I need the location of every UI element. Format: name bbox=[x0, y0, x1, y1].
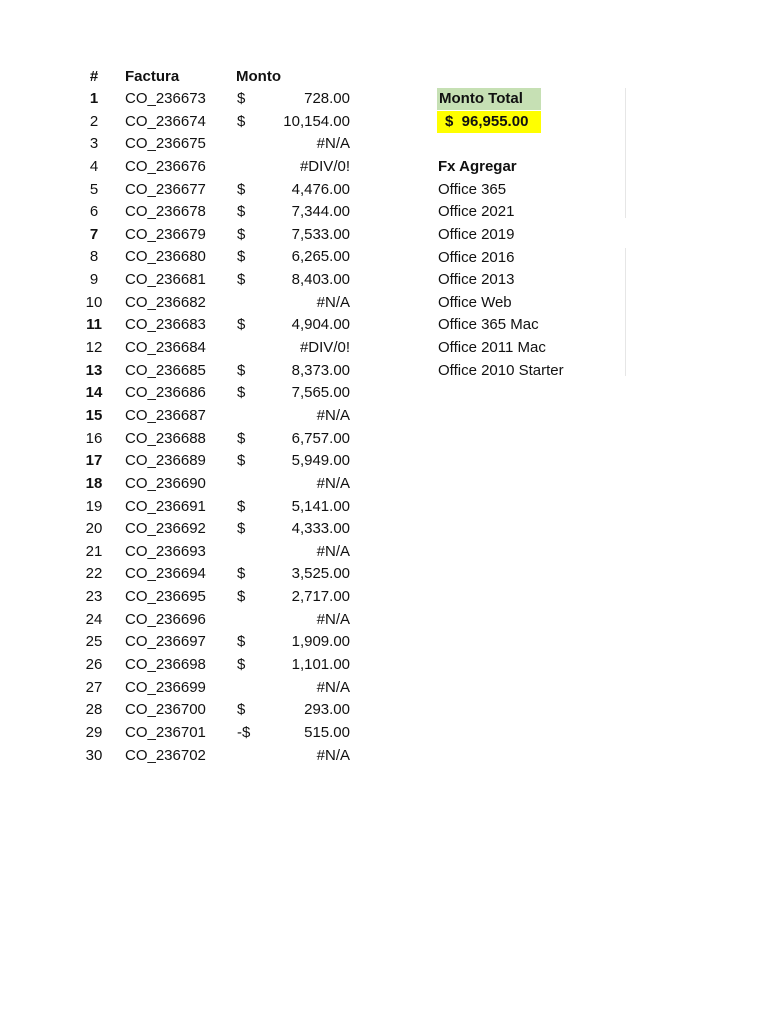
invoice-amount: 515.00 bbox=[304, 723, 350, 741]
row-number: 8 bbox=[89, 248, 99, 266]
row-number: 11 bbox=[86, 316, 102, 334]
invoice-id: CO_236702 bbox=[125, 746, 206, 764]
invoice-id: CO_236699 bbox=[125, 678, 206, 696]
table-row bbox=[82, 518, 372, 541]
row-number: 26 bbox=[85, 656, 103, 674]
invoice-amount: 1,909.00 bbox=[291, 633, 350, 651]
invoice-amount: #N/A bbox=[316, 746, 350, 764]
currency-symbol: $ bbox=[237, 497, 246, 515]
invoice-amount: 6,265.00 bbox=[291, 248, 350, 266]
table-row bbox=[82, 405, 372, 428]
invoice-id: CO_236698 bbox=[125, 656, 206, 674]
currency-symbol: $ bbox=[237, 384, 246, 402]
fx-list-item: Office 2021 bbox=[438, 203, 515, 221]
row-number: 9 bbox=[89, 271, 99, 289]
invoice-amount: 1,101.00 bbox=[291, 656, 350, 674]
row-number: 25 bbox=[85, 633, 103, 651]
invoice-id: CO_236700 bbox=[125, 701, 206, 719]
invoice-id: CO_236675 bbox=[125, 135, 206, 153]
fx-list-item: Office 2019 bbox=[438, 225, 515, 243]
row-number: 24 bbox=[85, 610, 103, 628]
invoice-amount: 5,949.00 bbox=[291, 452, 350, 470]
invoice-amount: #N/A bbox=[316, 542, 350, 560]
table-row bbox=[82, 201, 372, 224]
invoice-id: CO_236680 bbox=[125, 248, 206, 266]
invoice-id: CO_236693 bbox=[125, 542, 206, 560]
row-number: 30 bbox=[85, 746, 103, 764]
currency-symbol: $ bbox=[237, 316, 246, 334]
invoice-amount: 8,403.00 bbox=[291, 271, 350, 289]
invoice-amount: 4,333.00 bbox=[291, 520, 350, 538]
currency-symbol: $ bbox=[237, 248, 246, 266]
row-number: 21 bbox=[85, 542, 103, 560]
row-number: 4 bbox=[89, 157, 99, 175]
invoice-amount: #N/A bbox=[316, 474, 350, 492]
monto-total-label: Monto Total bbox=[437, 88, 541, 110]
currency-symbol: $ bbox=[237, 90, 246, 107]
currency-symbol: $ bbox=[237, 361, 246, 379]
table-row bbox=[82, 360, 372, 383]
invoice-amount: #N/A bbox=[316, 406, 350, 424]
invoice-amount: 5,141.00 bbox=[291, 497, 350, 515]
table-header-row bbox=[82, 66, 372, 88]
invoice-id: CO_236701 bbox=[125, 723, 206, 741]
currency-symbol: $ bbox=[237, 565, 246, 583]
row-number: 13 bbox=[85, 361, 103, 379]
currency-symbol: $ bbox=[237, 271, 246, 289]
fx-list-item: Office Web bbox=[438, 293, 512, 311]
header-factura: Factura bbox=[125, 68, 180, 85]
invoice-table bbox=[82, 66, 372, 767]
row-number: 12 bbox=[85, 339, 103, 357]
invoice-amount: #N/A bbox=[316, 135, 350, 153]
invoice-id: CO_236681 bbox=[125, 271, 206, 289]
table-row bbox=[82, 133, 372, 156]
invoice-id: CO_236679 bbox=[125, 225, 206, 243]
row-number: 2 bbox=[89, 112, 99, 130]
currency-symbol: $ bbox=[237, 588, 246, 606]
row-number: 23 bbox=[85, 588, 103, 606]
row-number: 7 bbox=[89, 225, 99, 243]
row-number: 1 bbox=[89, 90, 99, 107]
table-row bbox=[82, 722, 372, 745]
invoice-id: CO_236686 bbox=[125, 384, 206, 402]
invoice-id: CO_236682 bbox=[125, 293, 206, 311]
table-row bbox=[82, 631, 372, 654]
invoice-id: CO_236673 bbox=[125, 90, 206, 107]
invoice-amount: 7,344.00 bbox=[291, 203, 350, 221]
row-number: 6 bbox=[89, 203, 99, 221]
cell-border-line bbox=[625, 88, 626, 218]
table-row bbox=[82, 111, 372, 134]
currency-symbol: $ bbox=[237, 701, 246, 719]
table-row bbox=[82, 179, 372, 202]
table-row bbox=[82, 699, 372, 722]
fx-agregar-title: Fx Agregar bbox=[438, 158, 517, 175]
invoice-amount: 8,373.00 bbox=[291, 361, 350, 379]
invoice-id: CO_236692 bbox=[125, 520, 206, 538]
currency-symbol: -$ bbox=[237, 723, 251, 741]
table-row bbox=[82, 586, 372, 609]
row-number: 27 bbox=[85, 678, 103, 696]
table-row bbox=[82, 224, 372, 247]
row-number: 28 bbox=[85, 701, 103, 719]
table-row bbox=[82, 745, 372, 768]
invoice-amount: #N/A bbox=[316, 610, 350, 628]
invoice-id: CO_236689 bbox=[125, 452, 206, 470]
invoice-amount: #N/A bbox=[316, 678, 350, 696]
fx-list-item: Office 2010 Starter bbox=[438, 361, 564, 379]
table-row bbox=[82, 156, 372, 179]
table-row bbox=[82, 246, 372, 269]
fx-list-item: Office 2013 bbox=[438, 271, 515, 289]
table-row bbox=[82, 541, 372, 564]
currency-symbol: $ bbox=[237, 520, 246, 538]
invoice-id: CO_236695 bbox=[125, 588, 206, 606]
invoice-amount: 4,476.00 bbox=[291, 180, 350, 198]
invoice-id: CO_236683 bbox=[125, 316, 206, 334]
invoice-id: CO_236676 bbox=[125, 157, 206, 175]
currency-symbol: $ bbox=[237, 656, 246, 674]
row-number: 17 bbox=[85, 452, 103, 470]
fx-list-item: Office 2016 bbox=[438, 248, 515, 266]
invoice-amount: #DIV/0! bbox=[299, 339, 350, 357]
row-number: 19 bbox=[85, 497, 103, 515]
invoice-id: CO_236688 bbox=[125, 429, 206, 447]
table-row bbox=[82, 269, 372, 292]
row-number: 29 bbox=[85, 723, 103, 741]
invoice-id: CO_236691 bbox=[125, 497, 206, 515]
table-row bbox=[82, 88, 372, 111]
invoice-amount: 728.00 bbox=[304, 90, 350, 107]
row-number: 15 bbox=[85, 406, 103, 424]
invoice-rows bbox=[82, 88, 372, 767]
fx-list-item: Office 365 Mac bbox=[438, 316, 539, 334]
invoice-amount: #DIV/0! bbox=[299, 157, 350, 175]
invoice-id: CO_236684 bbox=[125, 339, 206, 357]
fx-list-item: Office 2011 Mac bbox=[438, 339, 546, 357]
currency-symbol: $ bbox=[237, 633, 246, 651]
row-number: 18 bbox=[85, 474, 103, 492]
fx-list-item: Office 365 bbox=[438, 180, 507, 198]
currency-symbol: $ bbox=[237, 429, 246, 447]
row-number: 14 bbox=[85, 384, 103, 402]
table-row bbox=[82, 496, 372, 519]
row-number: 20 bbox=[85, 520, 103, 538]
table-row bbox=[82, 563, 372, 586]
invoice-amount: 2,717.00 bbox=[291, 588, 350, 606]
currency-symbol: $ bbox=[237, 203, 246, 221]
invoice-amount: 3,525.00 bbox=[291, 565, 350, 583]
invoice-id: CO_236685 bbox=[125, 361, 206, 379]
invoice-amount: 10,154.00 bbox=[283, 112, 350, 130]
table-row bbox=[82, 654, 372, 677]
invoice-id: CO_236696 bbox=[125, 610, 206, 628]
invoice-id: CO_236677 bbox=[125, 180, 206, 198]
table-row bbox=[82, 450, 372, 473]
invoice-amount: 7,565.00 bbox=[291, 384, 350, 402]
fx-items bbox=[438, 179, 624, 383]
row-number: 10 bbox=[85, 293, 103, 311]
invoice-amount: #N/A bbox=[316, 293, 350, 311]
table-row bbox=[82, 314, 372, 337]
table-row bbox=[82, 609, 372, 632]
invoice-amount: 293.00 bbox=[304, 701, 350, 719]
currency-symbol: $ bbox=[237, 112, 246, 130]
currency-symbol: $ bbox=[237, 452, 246, 470]
row-number: 5 bbox=[89, 180, 99, 198]
invoice-amount: 7,533.00 bbox=[291, 225, 350, 243]
table-row bbox=[82, 473, 372, 496]
invoice-id: CO_236690 bbox=[125, 474, 206, 492]
currency-symbol: $ bbox=[237, 180, 246, 198]
currency-symbol: $ bbox=[237, 225, 246, 243]
row-number: 22 bbox=[85, 565, 103, 583]
monto-total-value: $ 96,955.00 bbox=[437, 111, 541, 133]
invoice-id: CO_236687 bbox=[125, 406, 206, 424]
invoice-id: CO_236674 bbox=[125, 112, 206, 130]
table-row bbox=[82, 292, 372, 315]
table-row bbox=[82, 382, 372, 405]
invoice-id: CO_236678 bbox=[125, 203, 206, 221]
table-row bbox=[82, 337, 372, 360]
cell-border-line bbox=[625, 248, 626, 376]
table-row bbox=[82, 428, 372, 451]
row-number: 3 bbox=[89, 135, 99, 153]
header-monto: Monto bbox=[236, 68, 281, 85]
row-number: 16 bbox=[85, 429, 103, 447]
invoice-amount: 6,757.00 bbox=[291, 429, 350, 447]
invoice-id: CO_236697 bbox=[125, 633, 206, 651]
invoice-amount: 4,904.00 bbox=[291, 316, 350, 334]
table-row bbox=[82, 677, 372, 700]
fx-agregar-list bbox=[438, 156, 624, 382]
header-number: # bbox=[89, 68, 99, 85]
invoice-id: CO_236694 bbox=[125, 565, 206, 583]
